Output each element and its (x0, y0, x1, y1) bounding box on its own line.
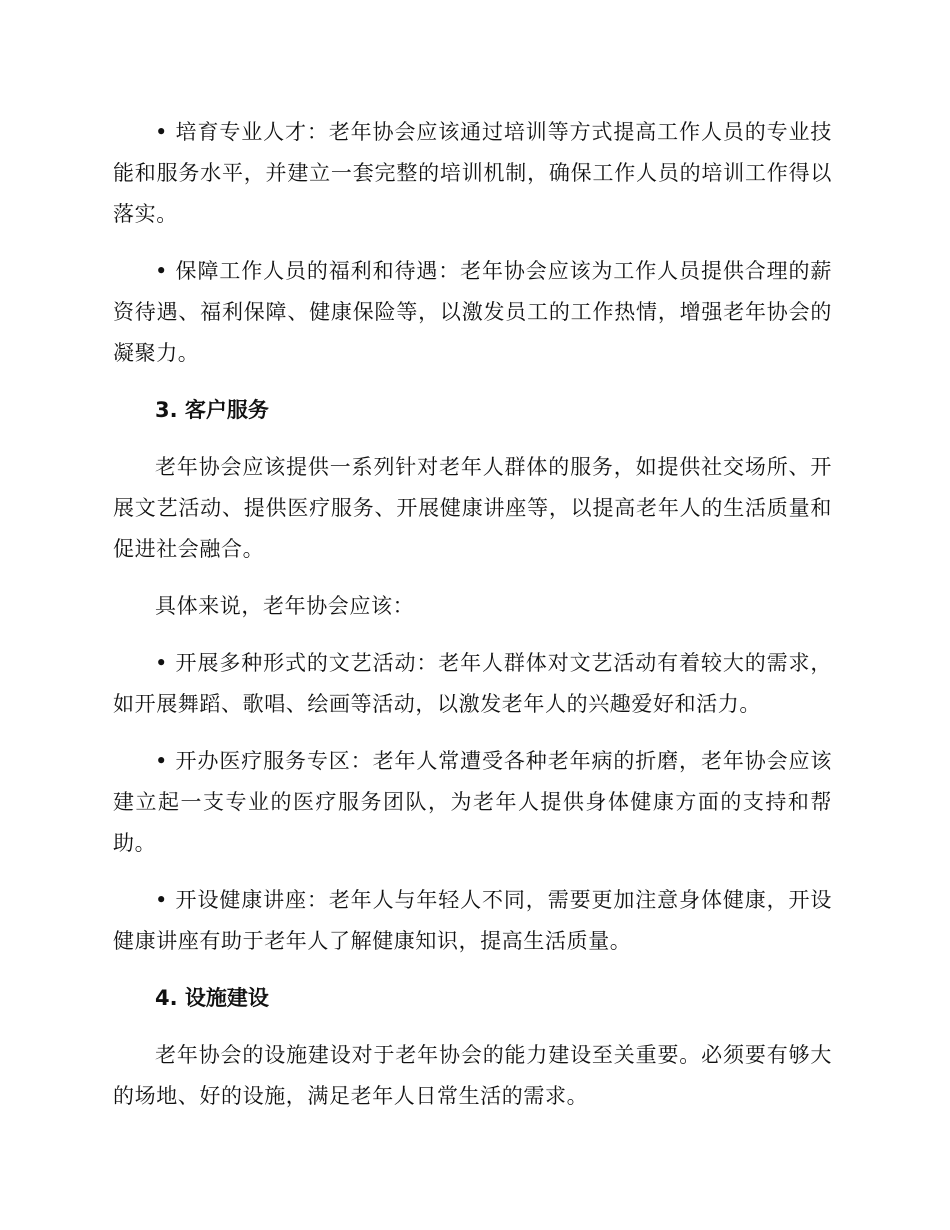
paragraph-service-intro: 老年协会应该提供一系列针对老年人群体的服务，如提供社交场所、开展文艺活动、提供医疗服务、开展健康讲座等，以提高老年人的生活质量和促进社会融合。 (113, 455, 832, 561)
bullet-paragraph-medical: • 开办医疗服务专区：老年人常遭受各种老年病的折磨，老年协会应该建立起一支专业的医疗服务团队，为老年人提供身体健康方面的支持和帮助。 (113, 749, 832, 855)
paragraph-facilities: 老年协会的设施建设对于老年协会的能力建设至关重要。必须要有够大的场地、好的设施，满足老年人日常生活的需求。 (113, 1043, 832, 1108)
bullet-paragraph-talent: • 培育专业人才：老年协会应该通过培训等方式提高工作人员的专业技能和服务水平，并建立一套完整的培训机制，确保工作人员的培训工作得以落实。 (113, 120, 832, 226)
bullet-paragraph-arts: • 开展多种形式的文艺活动：老年人群体对文艺活动有着较大的需求，如开展舞蹈、歌唱、绘画等活动，以激发老年人的兴趣爱好和活力。 (113, 651, 832, 716)
section-heading-facilities: 4. 设施建设 (155, 986, 269, 1010)
bullet-paragraph-welfare: • 保障工作人员的福利和待遇：老年协会应该为工作人员提供合理的薪资待遇、福利保障、健康保险等，以激发员工的工作热情，增强老年协会的凝聚力。 (113, 259, 832, 365)
section-heading-customer-service: 3. 客户服务 (155, 398, 269, 422)
paragraph-specifics-lead: 具体来说，老年协会应该： (155, 594, 415, 618)
bullet-paragraph-health-lecture: • 开设健康讲座：老年人与年轻人不同，需要更加注意身体健康，开设健康讲座有助于老年人了解健康知识，提高生活质量。 (113, 888, 832, 953)
